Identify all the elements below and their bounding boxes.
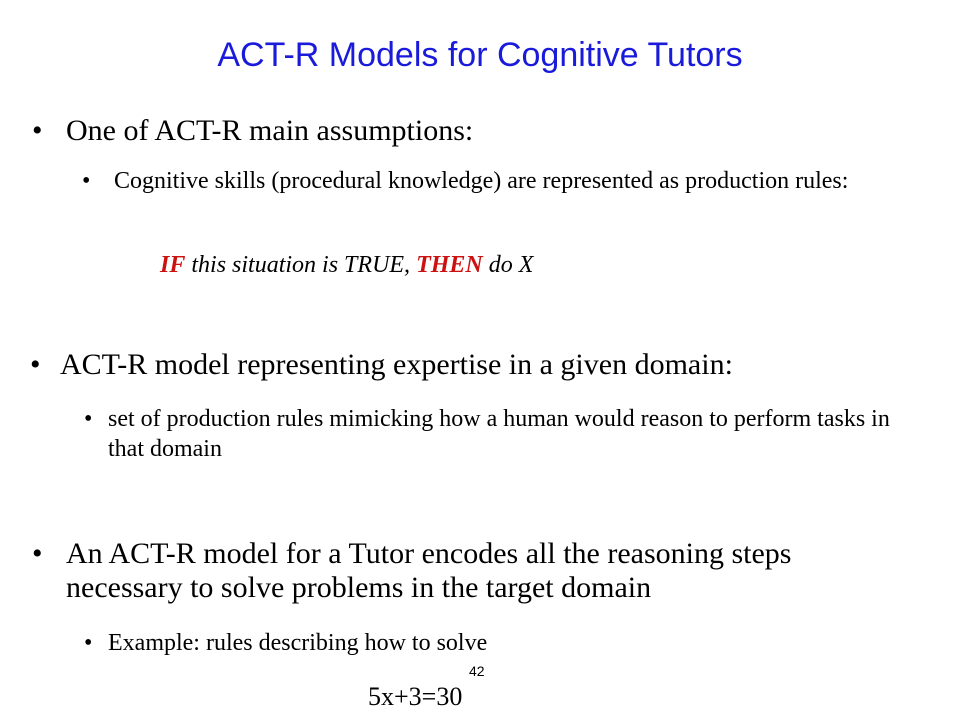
bullet-dot: •: [82, 168, 91, 194]
bullet-expertise-model: ACT-R model representing expertise in a given domain:: [60, 348, 733, 381]
bullet-dot: •: [32, 114, 43, 147]
bullet-main-assumptions: One of ACT-R main assumptions:: [66, 114, 474, 147]
if-keyword: IF: [160, 252, 186, 278]
bullet-tutor-model: An ACT-R model for a Tutor encodes all the reasoning steps necessary to solve problems in the target domain: [66, 537, 792, 604]
bullet-dot: •: [84, 406, 93, 432]
bullet-dot: •: [84, 630, 93, 656]
sub-bullet-production-rules: Cognitive skills (procedural knowledge) are represented as production rules:: [114, 168, 849, 194]
equation: 5x+3=30: [368, 682, 463, 711]
bullet-dot: •: [32, 537, 43, 570]
page-number: 42: [469, 663, 485, 679]
slide-title: ACT-R Models for Cognitive Tutors: [217, 36, 743, 74]
rule-condition: this situation is TRUE,: [185, 252, 417, 278]
bullet-dot: •: [30, 348, 41, 381]
sub-bullet-rule-set: set of production rules mimicking how a human would reason to perform tasks in that domain: [108, 406, 890, 462]
then-keyword: THEN: [416, 252, 483, 278]
production-rule-example: [160, 250, 533, 280]
sub-bullet-example: Example: rules describing how to solve: [108, 630, 488, 656]
rule-action: do X: [482, 252, 534, 278]
